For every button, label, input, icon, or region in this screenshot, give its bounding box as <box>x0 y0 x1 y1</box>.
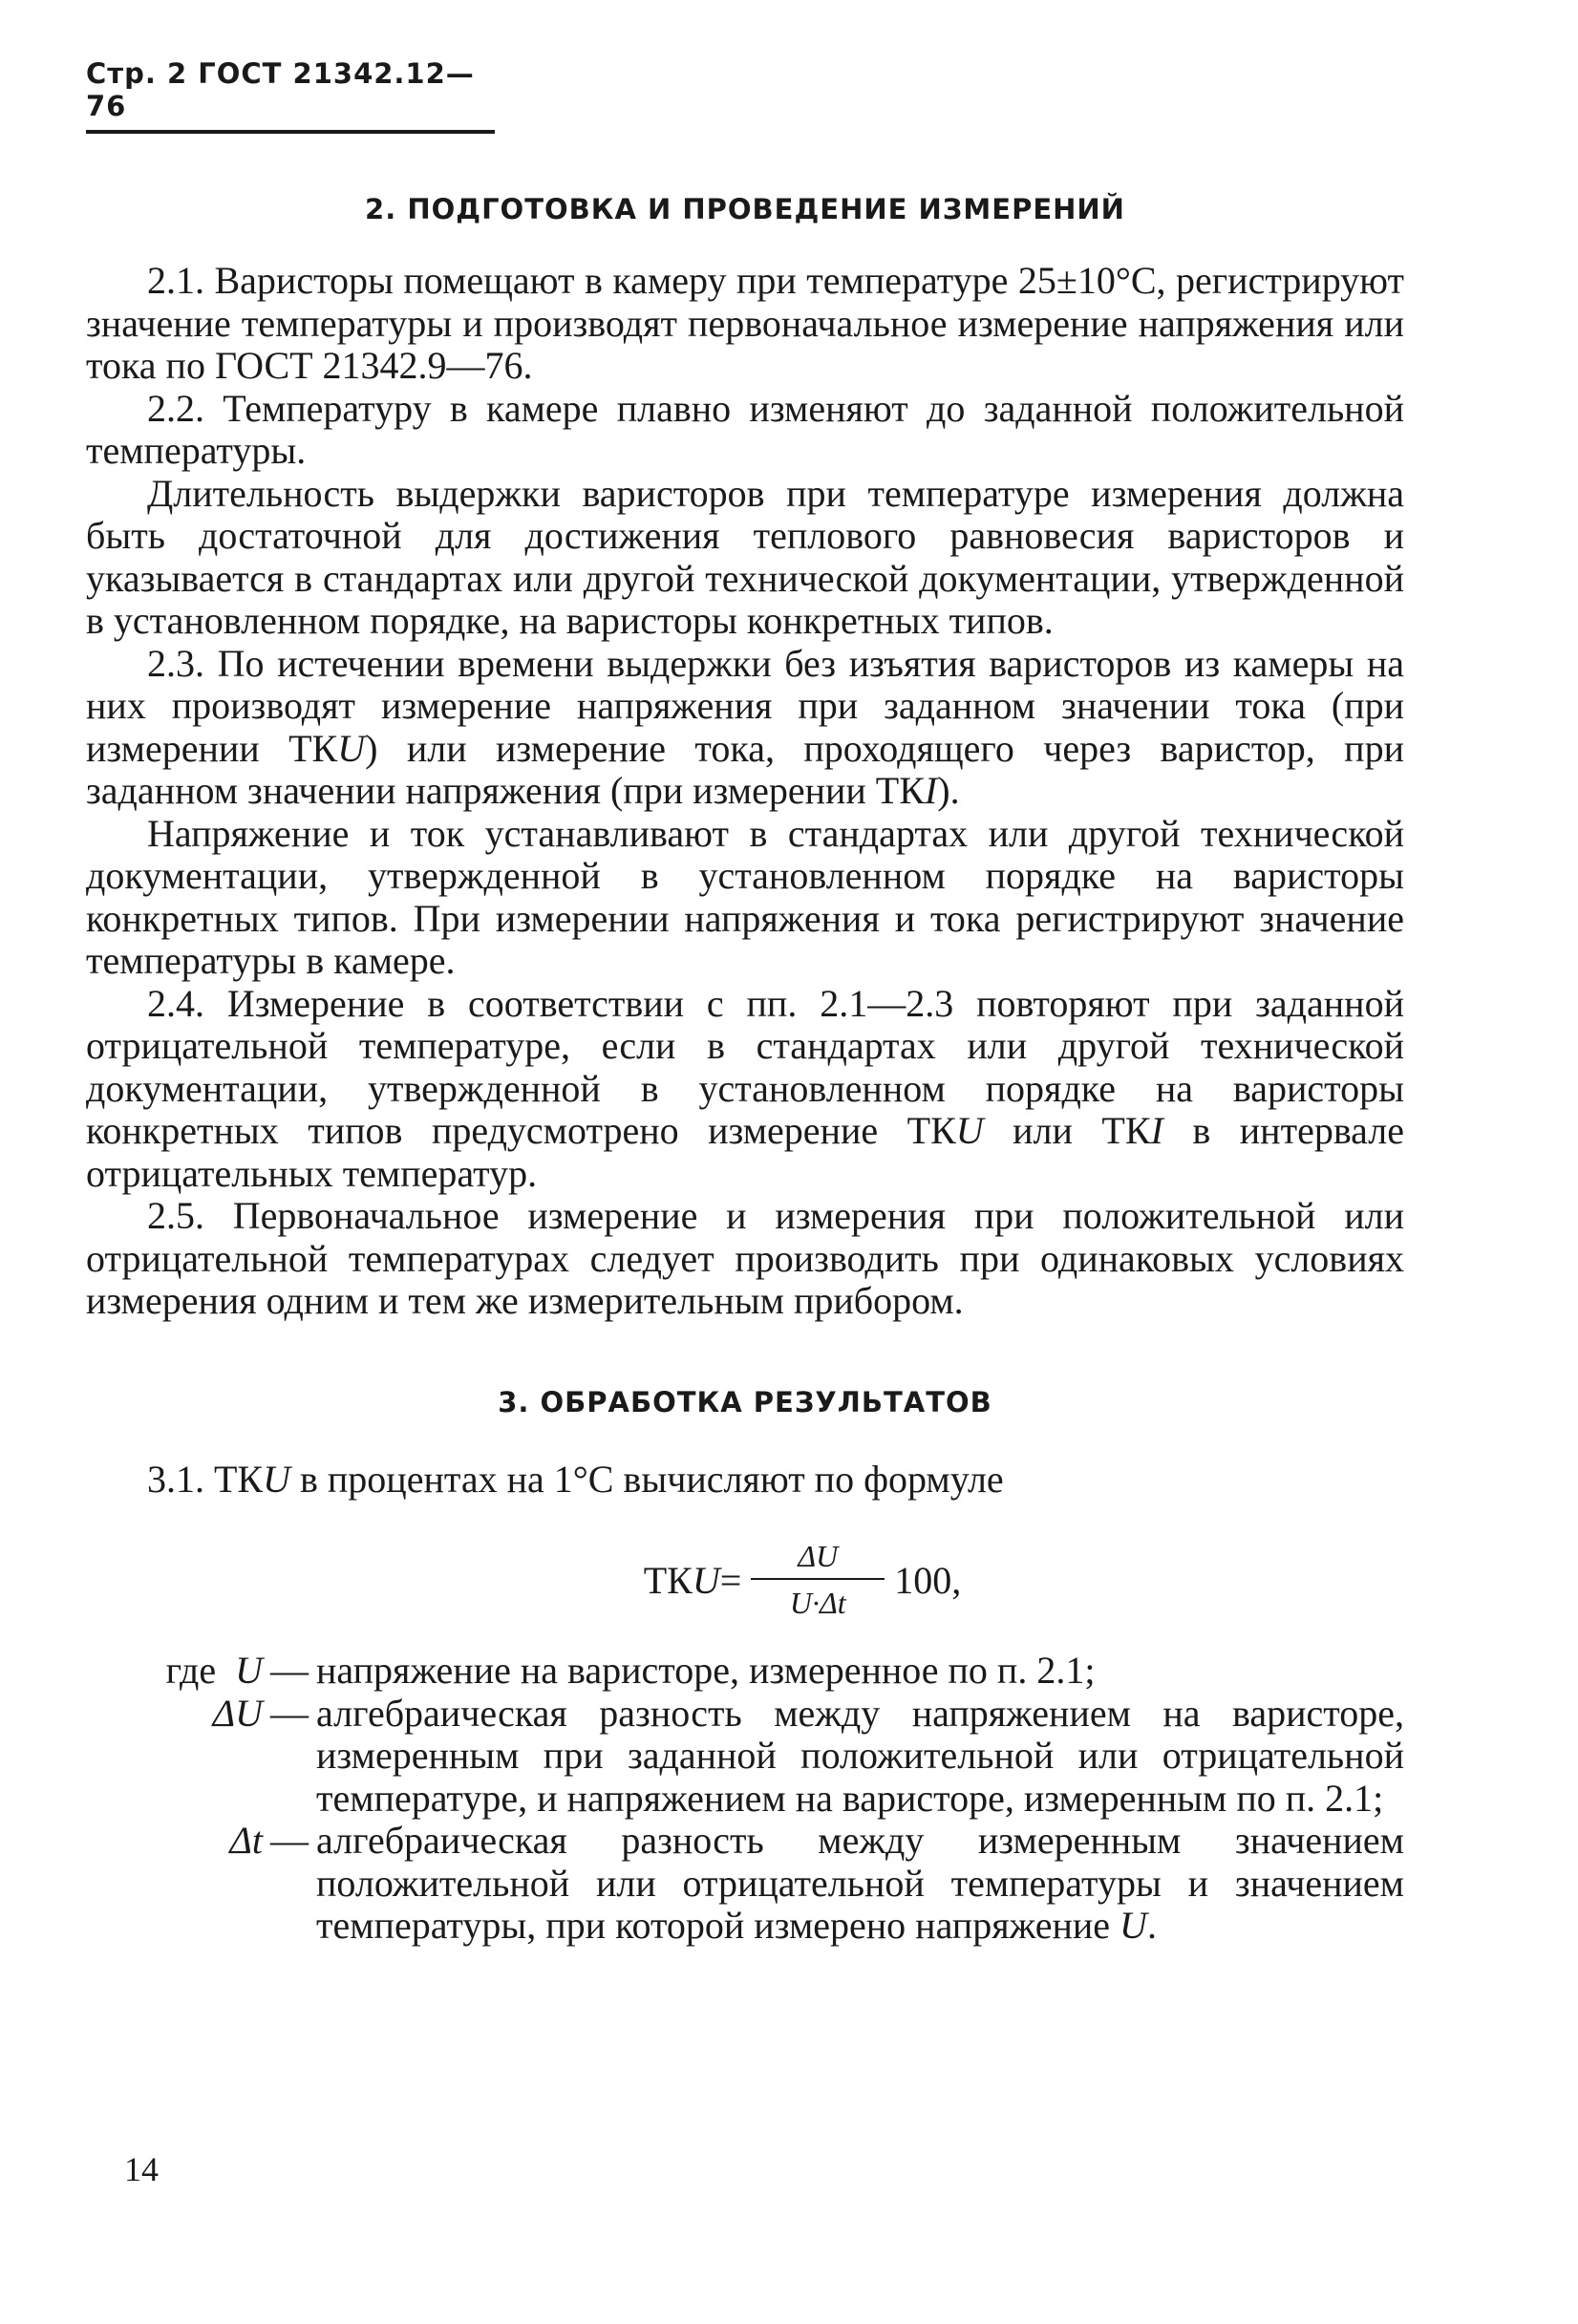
formula-lhs-var: U <box>692 1558 720 1602</box>
paragraph-2-2-duration: Длительность выдержки варисторов при температуре измерения должна быть достаточной для достижения теплового равновесия варисторов и указывается в стандартах или другой технической документации, утвержденной в установленном порядке, на варисторы конкретных типов. <box>86 471 1404 642</box>
term-delta-t: Δt <box>229 1819 263 1862</box>
definitions-list <box>86 1650 1404 1948</box>
paragraph-2-3-settings: Напряжение и ток устанавливают в стандартах или другой технической документации, утвержденной в установленном порядке на варисторы конкретных типов. При измерении напряжения и тока регистрируют значение температуры в камере. <box>86 811 1404 982</box>
var-i: I <box>924 769 938 812</box>
definition-tail-dot: . <box>1146 1904 1157 1947</box>
definition-text <box>316 1820 1404 1948</box>
definition-delta-u <box>86 1693 1404 1821</box>
definition-dash: — <box>270 1691 309 1735</box>
definition-term <box>86 1820 263 1948</box>
term-delta-u: ΔU <box>212 1691 263 1735</box>
var-i: I <box>1150 1109 1163 1152</box>
formula-fraction <box>751 1539 885 1621</box>
where-word: где <box>165 1649 217 1692</box>
definition-term <box>86 1693 263 1821</box>
section-2-title: 2. ПОДГОТОВКА И ПРОВЕДЕНИЕ ИЗМЕРЕНИЙ <box>365 193 1125 225</box>
formula-equals: = <box>719 1558 742 1602</box>
document-page <box>86 57 1404 1948</box>
tku-formula <box>201 1539 1404 1621</box>
paragraph-2-5: 2.5. Первоначальное измерение и измерения при положительной или отрицательной температурах следует производить при одинаковых условиях измерения одним и тем же измерительным прибором. <box>86 1194 1404 1322</box>
paragraph-2-4-part-c: в интервале отрицательных температур. <box>86 1109 1404 1195</box>
paragraph-2-4-part-b: или ТК <box>983 1109 1151 1152</box>
paragraph-2-4 <box>86 983 1404 1196</box>
paragraph-2-1: 2.1. Варисторы помещают в камеру при температуре 25±10°С, регистрируют значение температуры и производят первоначальное измерение напряжения или тока по ГОСТ 21342.9—76. <box>86 259 1404 387</box>
definition-u <box>86 1650 1404 1693</box>
page-header: Стр. 2 ГОСТ 21342.12—76 <box>86 57 495 134</box>
paragraph-2-3-part-b: ) или измерение тока, проходящего через варистор, при заданном значении напряжения (при измерении ТК <box>86 726 1404 812</box>
definition-term <box>86 1650 263 1693</box>
var-u: U <box>955 1109 984 1152</box>
paragraph-2-3-part-a: 2.3. По истечении времени выдержки без изъятия варисторов из камеры на них производят измерение напряжения при заданном значении тока (при измерении ТК <box>86 641 1404 770</box>
paragraph-3-1 <box>86 1459 1404 1502</box>
paragraph-2-3-part-c: ). <box>937 769 960 812</box>
definition-text: напряжение на варисторе, измеренное по п. 2.1; <box>316 1649 1096 1692</box>
definition-dash: — <box>270 1649 309 1692</box>
paragraph-2-3 <box>86 643 1404 813</box>
paragraph-3-1-part-b: в процентах на 1°С вычисляют по формуле <box>290 1457 1004 1501</box>
var-u: U <box>263 1457 291 1501</box>
definition-dash: — <box>270 1819 309 1862</box>
term-u: U <box>235 1649 263 1692</box>
formula-denominator: U·Δt <box>789 1586 846 1620</box>
section-3-title: 3. ОБРАБОТКА РЕЗУЛЬТАТОВ <box>498 1385 992 1418</box>
formula-lhs-prefix: ТК <box>643 1558 693 1602</box>
var-u: U <box>337 726 366 770</box>
formula-numerator: ΔU <box>798 1539 839 1573</box>
definition-delta-t <box>86 1820 1404 1948</box>
page-number: 14 <box>124 2150 159 2188</box>
paragraph-2-2: 2.2. Температуру в камере плавно изменяют до заданной положительной температуры. <box>86 386 1404 472</box>
term-u-tail: U <box>1120 1904 1147 1947</box>
paragraph-2-4-part-a: 2.4. Измерение в соответствии с пп. 2.1—2.3 повторяют при заданной отрицательной температуре, если в стандартах или другой технической документации, утвержденной в установленном порядке на варисторы конкретных типов предусмотрено измерение ТК <box>86 981 1404 1152</box>
paragraph-3-1-part-a: 3.1. ТК <box>147 1457 264 1501</box>
definition-text-body: алгебраическая разность между измеренным значением положительной или отрицательной температуры и значением температуры, при которой измерено напряжение <box>316 1819 1404 1947</box>
definition-text: алгебраическая разность между напряжением на варисторе, измеренным при заданной положительной или отрицательной температуре, и напряжением на варисторе, измеренным по п. 2.1; <box>316 1691 1404 1820</box>
formula-multiplier: 100, <box>894 1558 962 1602</box>
